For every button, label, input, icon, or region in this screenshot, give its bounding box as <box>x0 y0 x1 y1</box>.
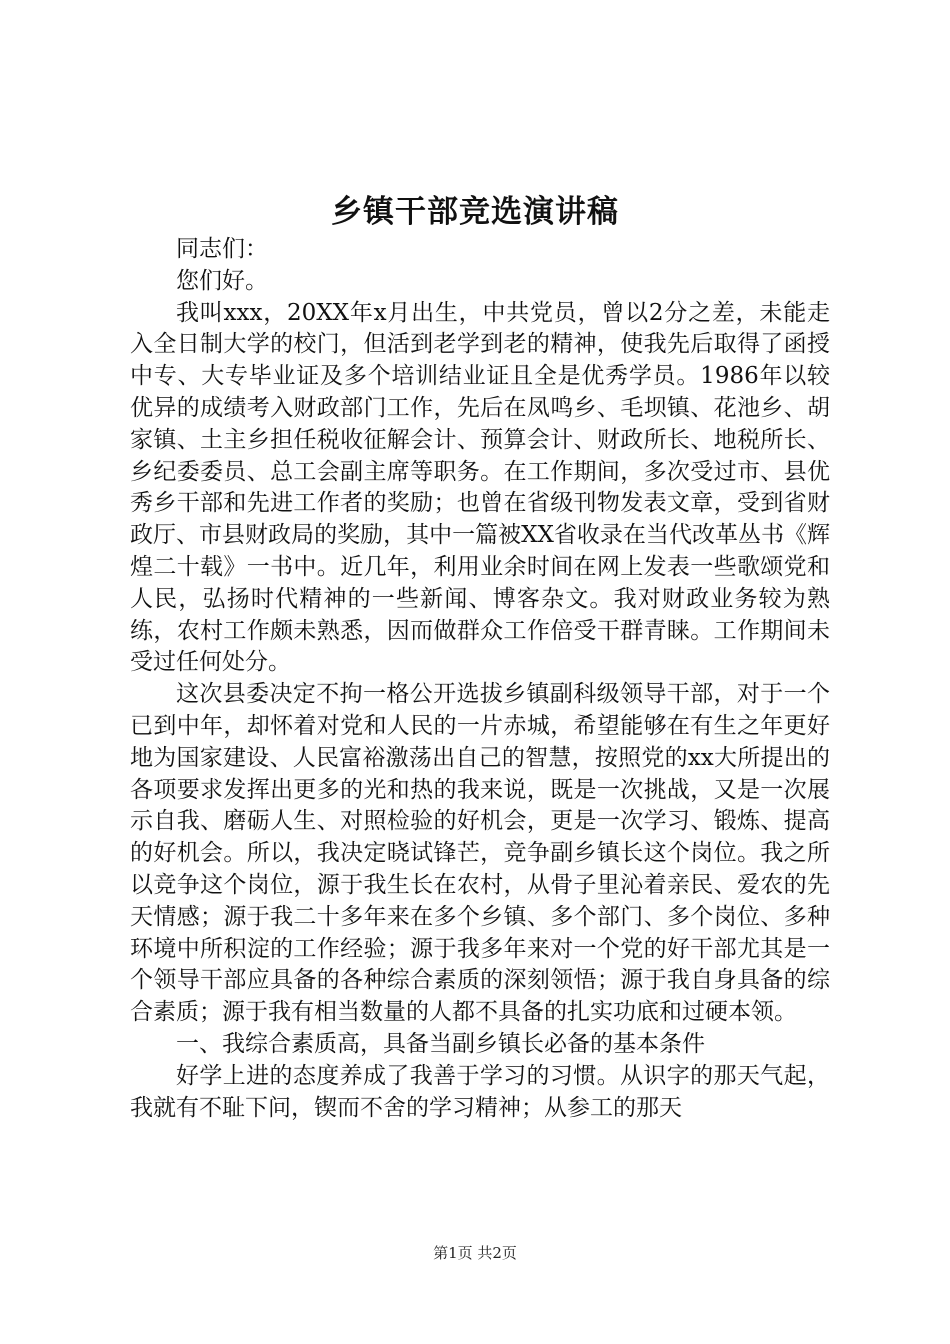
document-title: 乡镇干部竞选演讲稿 <box>331 194 619 230</box>
paragraph-motivation: 这次县委决定不拘一格公开选拔乡镇副科级领导干部，对于一个已到中年，却怀着对党和人民的一片赤城，希望能够在有生之年更好地为国家建设、人民富裕激荡出自己的智慧，按照党的xx大所提出的各项要求发挥出更多的光和热的我来说，既是一次挑战，又是一次展示自我、磨砺人生、对照检验的好机会，更是一次学习、锻炼、提高的好机会。所以，我决定晓试锋芒，竞争副乡镇长这个岗位。我之所以竞争这个岗位，源于我生长在农村，从骨子里沁着亲民、爱农的先天情感；源于我二十多年来在多个乡镇、多个部门、多个岗位、多种环境中所积淀的工作经验；源于我多年来对一个党的好干部尤其是一个领导干部应具备的各种综合素质的深刻领悟；源于我自身具备的综合素质；源于我有相当数量的人都不具备的扎实功底和过硬本领。 <box>130 681 830 1026</box>
paragraph-learning: 好学上进的态度养成了我善于学习的习惯。从识字的那天气起，我就有不耻下问，锲而不舍的学习精神；从参工的那天 <box>130 1062 830 1121</box>
document-body <box>130 234 830 1124</box>
paragraph-self-introduction: 我叫xxx，20XX年x月出生，中共党员，曾以2分之差，未能走入全日制大学的校门，但活到老学到老的精神，使我先后取得了函授中专、大专毕业证及多个培训结业证且全是优秀学员。1986年以较优异的成绩考入财政部门工作，先后在凤鸣乡、毛坝镇、花池乡、胡家镇、土主乡担任税收征解会计、预算会计、财政所长、地税所长、乡纪委委员、总工会副主席等职务。在工作期间，多次受过市、县优秀乡干部和先进工作者的奖励；也曾在省级刊物发表文章，受到省财政厅、市县财政局的奖励，其中一篇被XX省收录在当代改革丛书《辉煌二十载》一书中。近几年，利用业余时间在网上发表一些歌颂党和人民，弘扬时代精神的一些新闻、博客杂文。我对财政业务较为熟练，农村工作颇未熟悉，因而做群众工作倍受干群青睐。工作期间未受过任何处分。 <box>130 299 830 676</box>
section-heading-1: 一、我综合素质高，具备当副乡镇长必备的基本条件 <box>176 1030 705 1057</box>
greeting: 您们好。 <box>176 267 268 294</box>
salutation: 同志们： <box>176 236 268 262</box>
page-number-footer: 第1页 共2页 <box>433 1244 517 1262</box>
